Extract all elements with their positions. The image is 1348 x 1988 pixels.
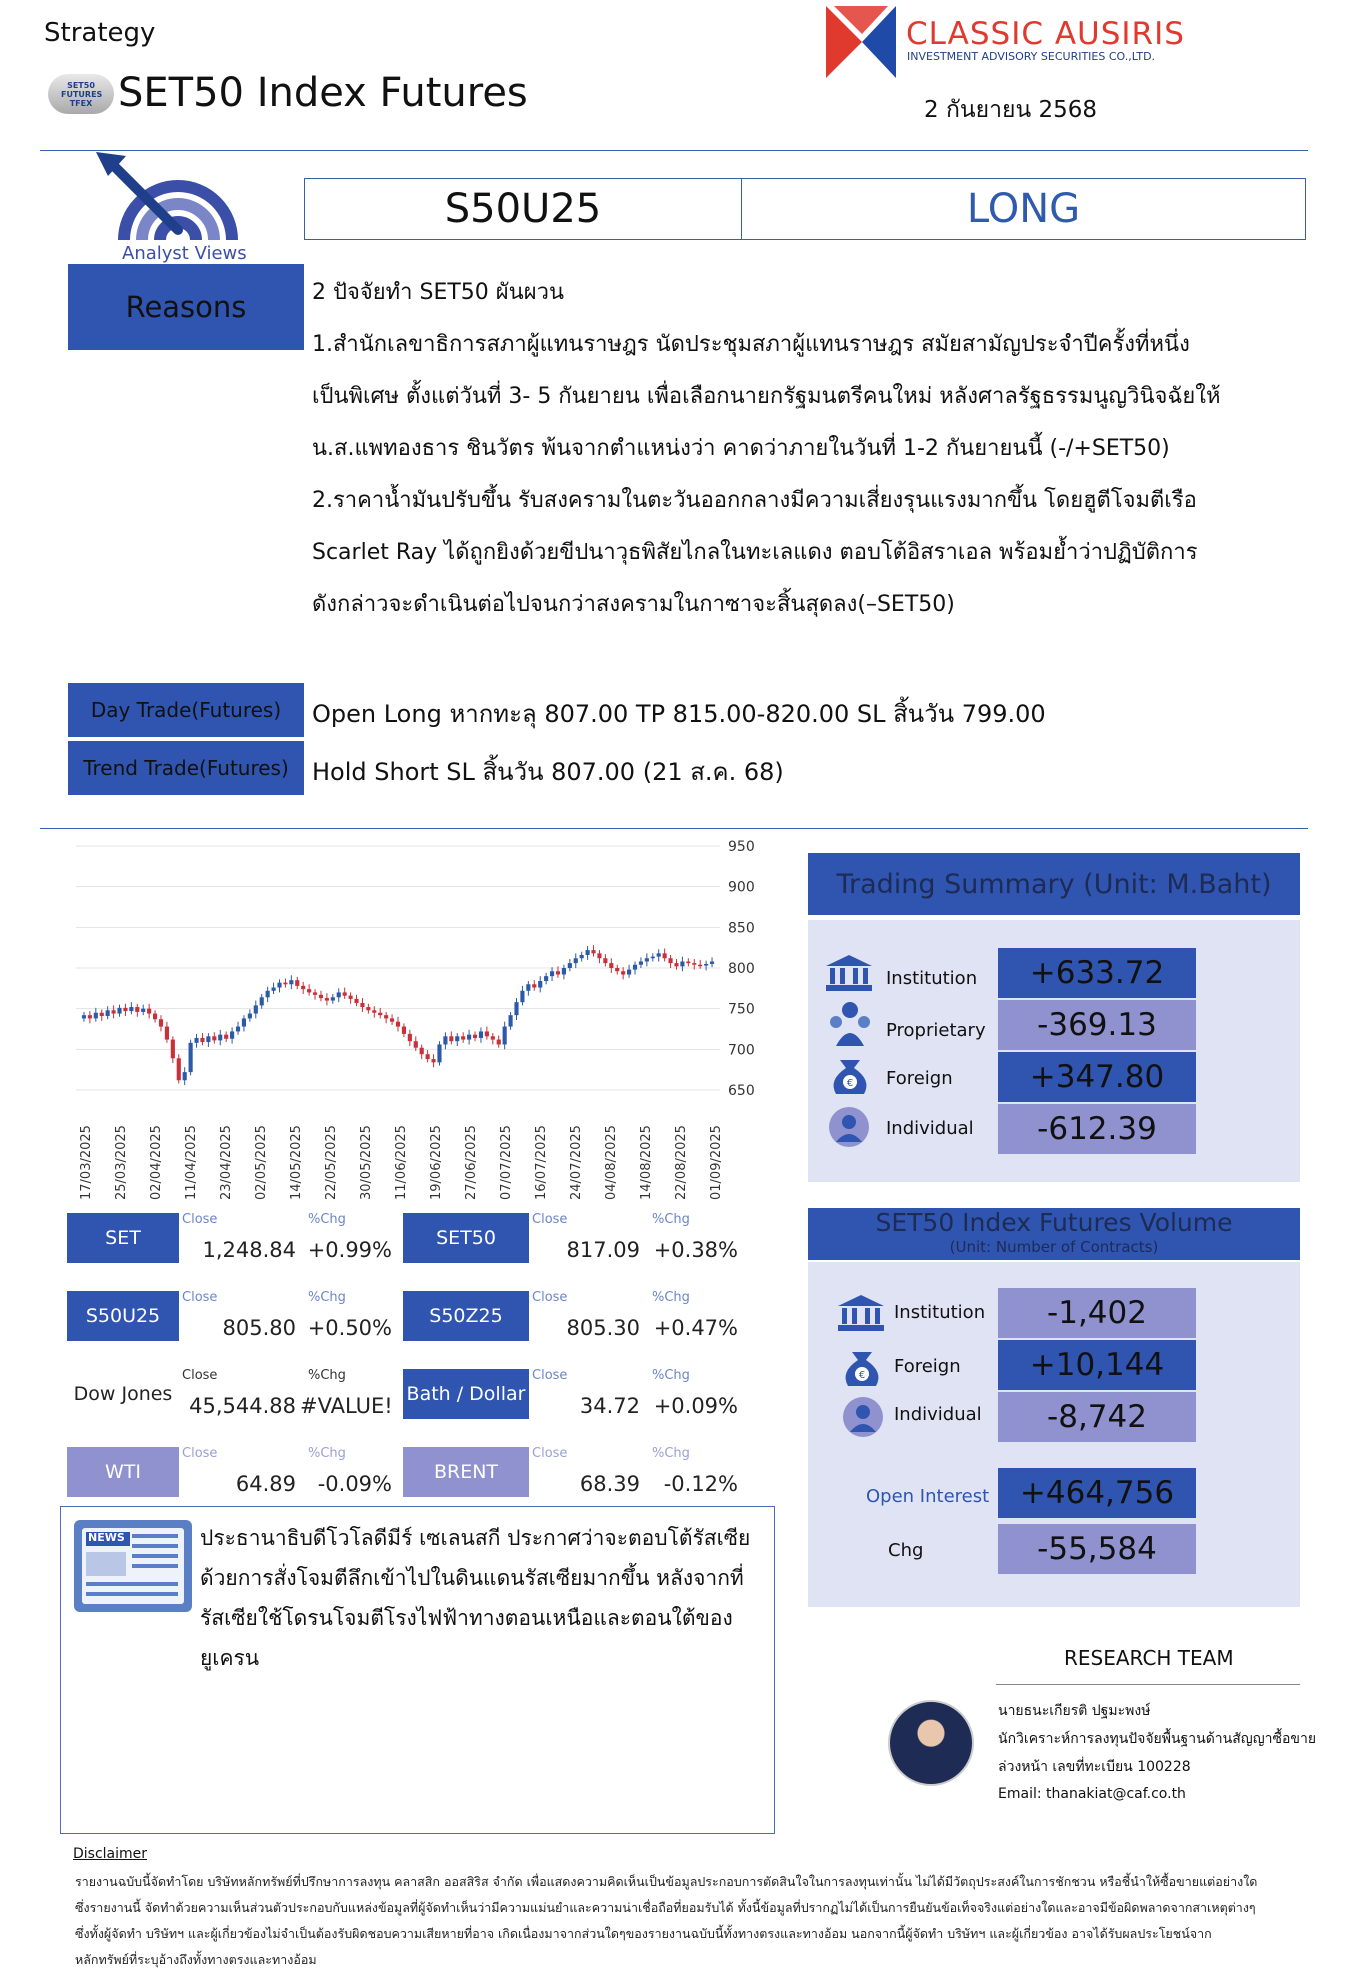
chg-value: +0.50% (307, 1316, 392, 1340)
section-divider (40, 828, 1308, 829)
trend-trade-label: Trend Trade(Futures) (68, 741, 304, 795)
candle-body (550, 971, 554, 976)
candle-body (230, 1031, 234, 1038)
candle-body (668, 958, 672, 963)
candle-body (100, 1013, 104, 1016)
disclaimer-line: หลักทรัพย์ที่ระบุอ้างถึงทั้งทางตรงและทางอ้อม (75, 1952, 317, 1967)
candle-body (224, 1035, 228, 1039)
open-interest-label: Open Interest (866, 1486, 990, 1507)
candle-body (82, 1015, 86, 1018)
x-tick-label: 04/08/2025 (604, 1125, 619, 1200)
x-tick-label: 23/04/2025 (219, 1125, 234, 1200)
candle-body (663, 953, 667, 958)
set50-candlestick-chart (70, 836, 755, 1216)
candle-body (651, 957, 655, 959)
candle-body (497, 1040, 501, 1045)
x-tick-label: 22/08/2025 (674, 1125, 689, 1200)
set50-futures-logo (48, 74, 114, 114)
company-subtitle: INVESTMENT ADVISORY SECURITIES CO.,LTD. (907, 50, 1156, 63)
candle-body (449, 1036, 453, 1041)
volume-label-foreign: Foreign (894, 1356, 961, 1377)
candle-body (147, 1009, 151, 1014)
candle-body (461, 1036, 465, 1039)
candle-body (129, 1007, 133, 1011)
reason-line: 1.สำนักเลขาธิการสภาผู้แทนราษฎร นัดประชุมสภาผู้แทนราษฎร สมัยสามัญประจำปีครั้งที่หนึ่ง (312, 332, 1190, 357)
candle-body (153, 1014, 157, 1020)
candle-body (503, 1027, 507, 1045)
candle-body (562, 968, 566, 975)
candle-body (485, 1031, 489, 1036)
analyst-registration: ล่วงหน้า เลขที่ทะเบียน 100228 (998, 1759, 1191, 1775)
close-label: Close (182, 1446, 218, 1461)
candle-body (580, 955, 584, 958)
chg-value: +0.38% (653, 1238, 738, 1262)
market-tile-dow-jones: Dow Jones (73, 1383, 173, 1405)
reason-line: เป็นพิเศษ ตั้งแต่วันที่ 3- 5 กันยายน เพื่อเลือกนายกรัฐมนตรีคนใหม่ หลังศาลรัฐธรรมนูญวินิจฉัยให้ (312, 384, 1221, 409)
chg-label: %Chg (308, 1446, 346, 1461)
open-interest-chg-value: -55,584 (998, 1524, 1196, 1574)
candle-body (331, 997, 335, 1000)
candle-body (218, 1035, 222, 1041)
news-line: รัสเซียใช้โดรนโจมตีโรงไฟฟ้าทางตอนเหนือและตอนใต้ของ (200, 1606, 733, 1630)
market-tile-wti: WTI (67, 1447, 179, 1497)
y-tick-label: 850 (728, 920, 755, 937)
institution-icon (826, 955, 872, 991)
logo-badge-text: SET50 FUTURES TFEX (61, 80, 103, 108)
candle-body (325, 998, 329, 1000)
summary-value-foreign: +347.80 (998, 1052, 1196, 1102)
summary-value-institution: +633.72 (998, 948, 1196, 998)
candle-body (165, 1027, 169, 1040)
research-divider (996, 1684, 1300, 1685)
x-tick-label: 11/06/2025 (394, 1125, 409, 1200)
volume-value-institution: -1,402 (998, 1288, 1196, 1338)
candle-body (200, 1038, 204, 1042)
reason-line: Scarlet Ray ได้ถูกยิงด้วยขีปนาวุธพิสัยไกลในทะเลแดง ตอบโต้อิสราเอล พร้อมย้ำว่าปฏิบัติการ (312, 540, 1198, 565)
analyst-photo (888, 1700, 974, 1786)
candle-body (467, 1035, 471, 1040)
volume-value-individual: -8,742 (998, 1392, 1196, 1442)
disclaimer-line: ซึ่งรายงานนี้ จัดทำด้วยความเห็นส่วนตัวประกอบกับแหล่งข้อมูลที่ผู้จัดทำเห็นว่ามีความแม่นยำและความน่าเชื่อถือที่ยอมรับได้ ทั้งนี้ข้อมูลที่ปรากฏไม่ได้เป็นการยืนยันข้อเท็จจริงแต่อย่างใดและอาจมีข้อผิดพลาดจากสาเหตุต่างๆ (75, 1900, 1256, 1915)
chg-label: %Chg (308, 1290, 346, 1305)
candle-body (372, 1010, 376, 1012)
analyst-email[interactable]: Email: thanakiat@caf.co.th (998, 1786, 1186, 1802)
close-label: Close (532, 1290, 568, 1305)
news-badge: NEWS (88, 1531, 125, 1544)
volume-label-institution: Institution (894, 1302, 986, 1323)
volume-subtitle: (Unit: Number of Contracts) (949, 1238, 1159, 1256)
market-tile-s50u25: S50U25 (67, 1291, 179, 1341)
x-tick-label: 30/05/2025 (359, 1125, 374, 1200)
candle-body (307, 989, 311, 992)
reason-line: ดังกล่าวจะดำเนินต่อไปจนกว่าสงครามในกาซาจะสิ้นสุดลง(–SET50) (312, 592, 955, 617)
candle-body (680, 961, 684, 966)
contract-box (304, 178, 1306, 240)
candle-body (123, 1008, 127, 1011)
candle-body (106, 1010, 110, 1016)
close-value: 34.72 (579, 1394, 640, 1418)
candle-body (509, 1015, 513, 1026)
candle-body (704, 964, 708, 966)
candle-body (277, 983, 281, 988)
company-logo-icon (826, 6, 896, 78)
candle-body (135, 1007, 139, 1012)
x-tick-label: 19/06/2025 (429, 1125, 444, 1200)
chg-label: %Chg (652, 1212, 690, 1227)
candle-body (532, 984, 536, 987)
candle-body (88, 1015, 92, 1018)
candle-body (183, 1072, 187, 1080)
candle-body (621, 971, 625, 974)
x-tick-label: 14/05/2025 (289, 1125, 304, 1200)
x-tick-label: 14/08/2025 (639, 1125, 654, 1200)
summary-value-proprietary: -369.13 (998, 1000, 1196, 1050)
close-label: Close (532, 1212, 568, 1227)
candle-body (390, 1018, 394, 1021)
foreign-money-icon (840, 1344, 884, 1390)
svg-text:€: € (858, 1370, 866, 1381)
trading-summary-header (808, 853, 1300, 915)
candle-body (402, 1027, 406, 1034)
reason-line: 2 ปัจจัยทำ SET50 ผันผวน (312, 280, 564, 305)
y-tick-label: 950 (728, 839, 755, 855)
candle-body (574, 958, 578, 963)
candle-body (283, 983, 287, 985)
market-tile-s50z25: S50Z25 (403, 1291, 529, 1341)
chg-value: -0.09% (317, 1472, 392, 1496)
candle-body (609, 963, 613, 968)
candle-body (271, 988, 275, 991)
candle-body (431, 1059, 435, 1062)
contract-position: LONG (966, 186, 1081, 232)
volume-title: SET50 Index Futures Volume (875, 1208, 1233, 1237)
individual-icon (828, 1106, 870, 1148)
news-line: ประธานาธิบดีโวโลดีมีร์ เซเลนสกี ประกาศว่าจะตอบโต้รัสเซีย (200, 1526, 751, 1550)
y-tick-label: 750 (728, 1001, 755, 1018)
x-tick-label: 16/07/2025 (534, 1125, 549, 1200)
y-tick-label: 650 (728, 1083, 755, 1099)
research-team-title: RESEARCH TEAM (1064, 1646, 1234, 1670)
candle-body (568, 963, 572, 968)
candle-body (479, 1031, 483, 1038)
close-value: 1,248.84 (202, 1238, 296, 1262)
candle-body (384, 1015, 388, 1018)
analyst-name: นายธนะเกียรติ ปฐมะพงษ์ (998, 1703, 1151, 1719)
candle-body (420, 1048, 424, 1055)
reasons-label: Reasons (68, 264, 304, 350)
candle-body (366, 1007, 370, 1010)
news-line: ด้วยการสั่งโจมตีลึกเข้าไปในดินแดนรัสเซียมากขึ้น หลังจากที่ (200, 1566, 744, 1590)
candle-body (171, 1040, 175, 1059)
category-label: Strategy (44, 18, 156, 48)
candle-body (586, 950, 590, 955)
candle-body (710, 961, 714, 963)
institution-icon (838, 1295, 884, 1331)
candle-body (289, 980, 293, 984)
chg-value: +0.99% (307, 1238, 392, 1262)
candle-body (514, 1002, 518, 1015)
day-trade-text: Open Long หากทะลุ 807.00 TP 815.00-820.00 SL สิ้นวัน 799.00 (312, 700, 1046, 728)
x-tick-label: 27/06/2025 (464, 1125, 479, 1200)
candle-body (396, 1022, 400, 1027)
candle-body (491, 1036, 495, 1039)
candle-body (645, 958, 649, 961)
x-tick-label: 02/05/2025 (254, 1125, 269, 1200)
page-title: SET50 Index Futures (118, 70, 528, 116)
candle-body (414, 1041, 418, 1048)
foreign-money-icon (828, 1052, 872, 1098)
close-label: Close (182, 1290, 218, 1305)
volume-header (808, 1208, 1300, 1260)
summary-label-foreign: Foreign (886, 1068, 953, 1089)
disclaimer-line: ซึ่งทั้งผู้จัดทำ บริษัทฯ และผู้เกี่ยวข้องไม่จำเป็นต้องรับผิดชอบความเสียหายที่อาจ เกิดเนื่องมาจากส่วนใดๆของรายงานฉบับนี้ทั้งทางตรงและทางอ้อม นอกจากนี้ผู้จัดทำ บริษัทฯ และผู้เกี่ยวข้อง อาจได้รับผลประโยชน์จาก (75, 1926, 1212, 1941)
proprietary-icon (828, 1000, 872, 1046)
close-value: 805.80 (222, 1316, 296, 1340)
candle-body (242, 1018, 246, 1026)
market-tile-baht-dollar: Bath / Dollar (403, 1369, 529, 1419)
candle-body (437, 1044, 441, 1062)
chg-label: %Chg (308, 1368, 346, 1383)
y-tick-label: 700 (728, 1042, 755, 1059)
news-line: ยูเครน (200, 1646, 260, 1670)
close-label: Close (182, 1212, 218, 1227)
x-tick-label: 25/03/2025 (114, 1125, 129, 1200)
market-tile-set50: SET50 (403, 1213, 529, 1263)
trend-trade-text: Hold Short SL สิ้นวัน 807.00 (21 ส.ค. 68) (312, 758, 784, 786)
candle-body (354, 999, 358, 1003)
candle-body (597, 953, 601, 958)
analyst-views-label: Analyst Views (122, 243, 247, 264)
y-tick-label: 800 (728, 961, 755, 977)
x-tick-label: 22/05/2025 (324, 1125, 339, 1200)
company-name: CLASSIC AUSIRIS (906, 16, 1185, 52)
candle-body (206, 1036, 210, 1042)
individual-icon (842, 1396, 884, 1438)
candle-body (520, 991, 524, 1002)
chg-label: %Chg (652, 1290, 690, 1305)
close-value: 805.30 (566, 1316, 640, 1340)
close-value: 817.09 (566, 1238, 640, 1262)
candle-body (408, 1034, 412, 1041)
y-tick-label: 900 (728, 879, 755, 896)
x-tick-label: 02/04/2025 (149, 1125, 164, 1200)
candle-body (538, 981, 542, 988)
chg-label: %Chg (652, 1446, 690, 1461)
candle-body (455, 1036, 459, 1041)
candle-body (443, 1036, 447, 1044)
candle-body (177, 1058, 181, 1080)
x-tick-label: 11/04/2025 (184, 1125, 199, 1200)
candle-body (236, 1027, 240, 1032)
candle-body (686, 961, 690, 963)
candle-body (556, 971, 560, 974)
candle-body (94, 1013, 98, 1019)
chg-value: +0.09% (653, 1394, 738, 1418)
open-interest-chg-label: Chg (888, 1540, 924, 1561)
candle-body (117, 1008, 121, 1014)
candle-body (426, 1054, 430, 1059)
candle-body (603, 958, 607, 963)
candle-body (674, 963, 678, 966)
candle-body (698, 965, 702, 967)
candle-body (657, 953, 661, 956)
candle-body (337, 992, 341, 997)
candle-body (633, 965, 637, 970)
candle-body (141, 1009, 145, 1012)
chg-label: %Chg (652, 1368, 690, 1383)
candle-body (112, 1010, 116, 1013)
candle-body (343, 992, 347, 995)
day-trade-label: Day Trade(Futures) (68, 683, 304, 737)
candle-body (639, 961, 643, 964)
candle-body (189, 1043, 193, 1072)
candle-body (349, 996, 353, 999)
report-date: 2 กันยายน 2568 (924, 97, 1098, 123)
volume-value-foreign: +10,144 (998, 1340, 1196, 1390)
candle-body (526, 984, 530, 991)
summary-value-individual: -612.39 (998, 1104, 1196, 1154)
disclaimer-line: รายงานฉบับนี้จัดทำโดย บริษัทหลักทรัพย์ที่ปรึกษาการลงทุน คลาสสิก ออสสิริส จำกัด เพื่อแสดงความคิดเห็นเป็นข้อมูลประกอบการตัดสินใจในการลงทุนเท่านั้น ไม่ได้มีวัตถุประสงค์ในการชักชวน หรือชี้นำให้ซื้อขายแต่อย่างใด (75, 1874, 1258, 1889)
candle-body (260, 997, 264, 1005)
candle-body (301, 986, 305, 989)
svg-text:€: € (846, 1078, 854, 1089)
chg-value: -0.12% (663, 1472, 738, 1496)
close-label: Close (532, 1446, 568, 1461)
candle-body (248, 1014, 252, 1019)
reason-line: น.ส.แพทองธาร ชินวัตร พ้นจากตำแหน่งว่า คาดว่าภายในวันที่ 1-2 กันยายนนี้ (-/+SET50) (312, 436, 1170, 461)
candle-body (378, 1013, 382, 1015)
open-interest-value: +464,756 (998, 1468, 1196, 1518)
candle-body (319, 995, 323, 998)
candle-body (615, 968, 619, 971)
market-tile-brent: BRENT (403, 1447, 529, 1497)
market-tile-set: SET (67, 1213, 179, 1263)
candle-body (313, 992, 317, 994)
summary-label-proprietary: Proprietary (886, 1020, 986, 1041)
chg-label: %Chg (308, 1212, 346, 1227)
volume-label-individual: Individual (894, 1404, 982, 1425)
candle-body (295, 980, 299, 986)
candle-body (159, 1019, 163, 1026)
summary-label-individual: Individual (886, 1118, 974, 1139)
candle-body (212, 1036, 216, 1040)
candle-body (591, 950, 595, 953)
candle-body (627, 970, 631, 975)
candle-body (266, 991, 270, 998)
close-value: 45,544.88 (189, 1394, 296, 1418)
target-dart-icon (86, 148, 264, 246)
disclaimer-title: Disclaimer (73, 1846, 148, 1862)
close-label: Close (182, 1368, 218, 1383)
candle-body (194, 1038, 198, 1043)
candle-body (254, 1005, 258, 1013)
trading-summary-title: Trading Summary (Unit: M.Baht) (836, 868, 1272, 900)
analyst-position: นักวิเคราะห์การลงทุนปัจจัยพื้นฐานด้านสัญญาซื้อขาย (998, 1731, 1317, 1747)
summary-label-institution: Institution (886, 968, 978, 989)
close-value: 64.89 (235, 1472, 296, 1496)
x-tick-label: 07/07/2025 (499, 1125, 514, 1200)
x-tick-label: 01/09/2025 (709, 1125, 724, 1200)
x-tick-label: 17/03/2025 (79, 1125, 94, 1200)
contract-symbol: S50U25 (305, 179, 742, 239)
x-tick-label: 24/07/2025 (569, 1125, 584, 1200)
candle-body (544, 976, 548, 981)
reason-line: 2.ราคาน้ำมันปรับขึ้น รับสงครามในตะวันออกกลางมีความเสี่ยงรุนแรงมากขึ้น โดยฮูตีโจมตีเรือ (312, 488, 1197, 513)
candle-body (360, 1003, 364, 1007)
chg-value: +0.47% (653, 1316, 738, 1340)
chg-value: #VALUE! (300, 1394, 393, 1418)
close-value: 68.39 (579, 1472, 640, 1496)
close-label: Close (532, 1368, 568, 1383)
candle-body (692, 963, 696, 965)
candle-body (473, 1035, 477, 1038)
